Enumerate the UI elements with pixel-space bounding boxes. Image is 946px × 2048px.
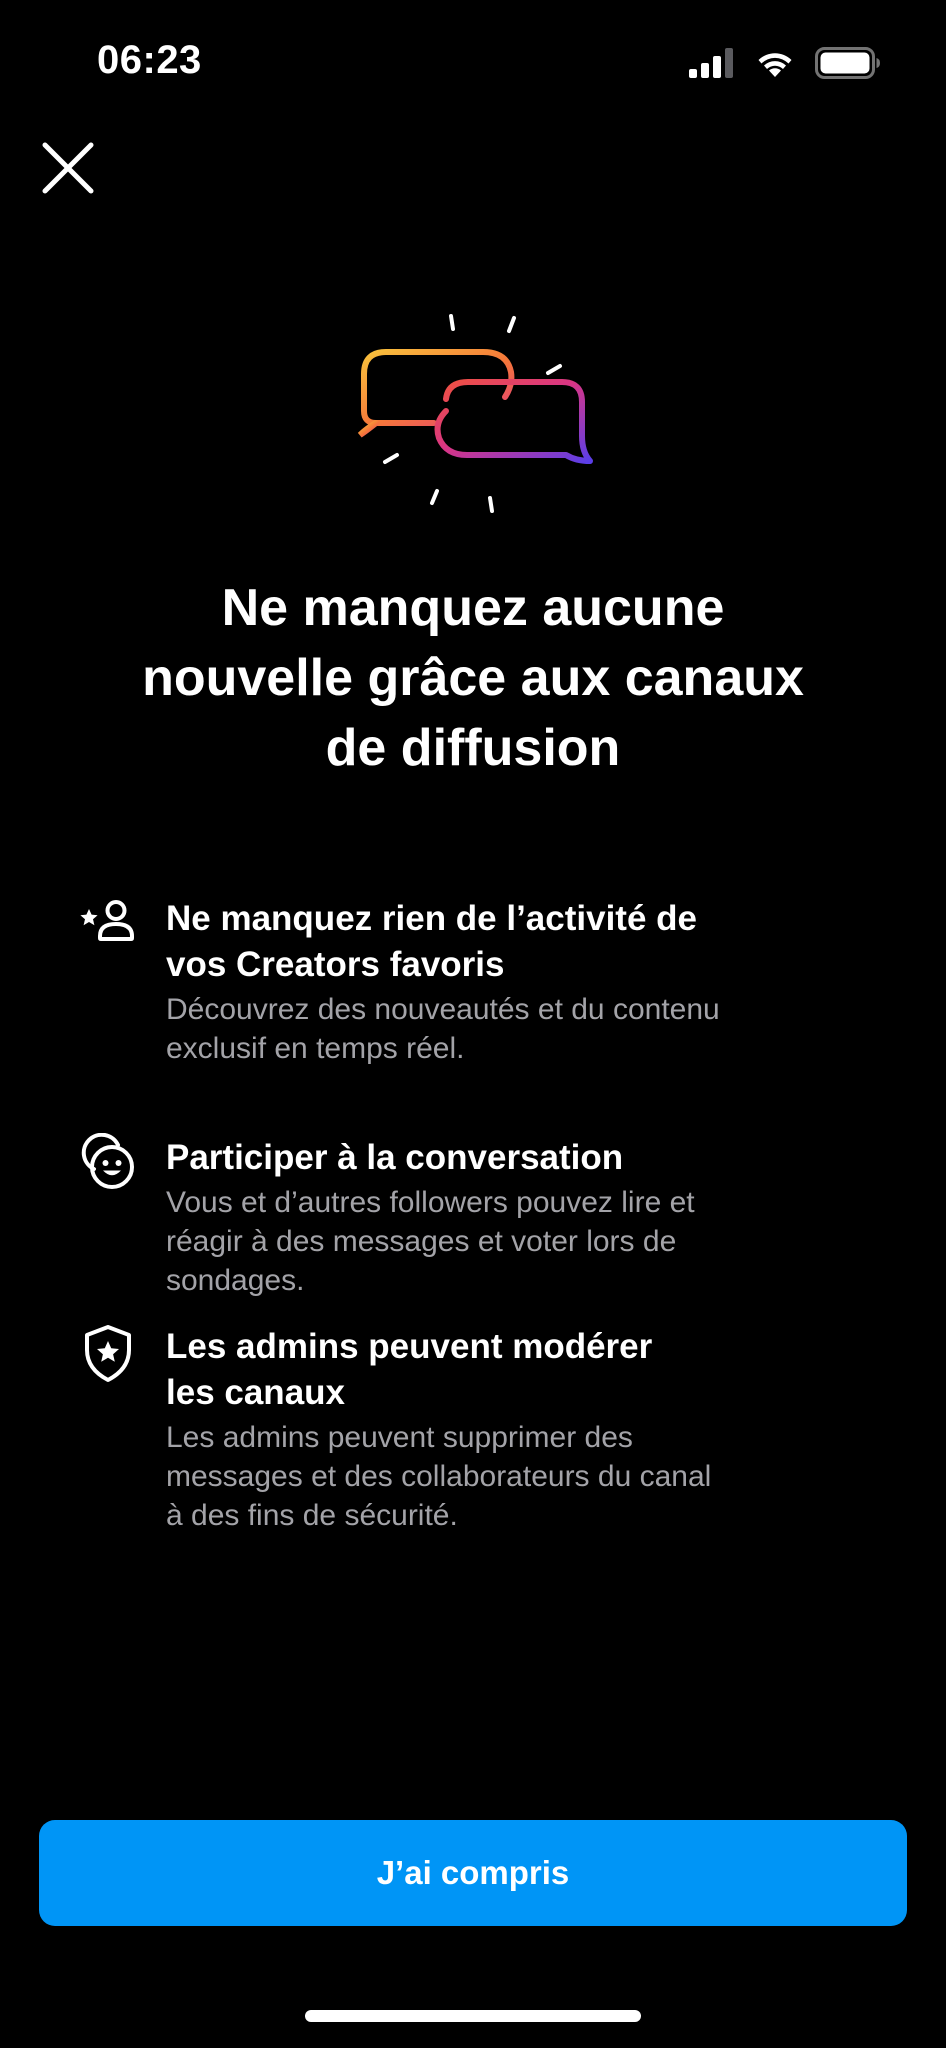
feature-description-line: Découvrez des nouveautés et du contenu [166,993,720,1026]
cellular-signal-icon [689,48,735,78]
feature-title-line: Ne manquez rien de l’activité de [166,899,697,938]
star-person-icon [78,896,138,956]
smiley-chat-icon [78,1133,138,1193]
broadcast-chat-bubbles-icon [350,305,596,525]
feature-icon-wrapper [78,1133,138,1193]
status-icons [689,46,881,80]
feature-description-line: exclusif en temps réel. [166,1032,465,1065]
got-it-button[interactable]: J’ai compris [39,1820,907,1926]
feature-title [166,896,856,988]
close-button[interactable] [40,140,96,196]
feature-description [166,990,856,1068]
feature-title-line: Participer à la conversation [166,1138,624,1177]
hero-illustration [350,305,596,525]
page-title [60,573,886,783]
feature-icon-wrapper [78,896,138,956]
page-title-line-1: Ne manquez aucune [221,579,725,637]
feature-description-line: sondages. [166,1264,305,1297]
home-indicator[interactable] [305,2010,641,2022]
close-icon [40,140,96,196]
page-title-line-3: de diffusion [325,719,621,777]
feature-description-line: à des fins de sécurité. [166,1499,458,1532]
status-time: 06:23 [97,38,202,82]
wifi-icon [755,48,795,78]
feature-description-line: Les admins peuvent supprimer des [166,1421,633,1454]
feature-title-line: vos Creators favoris [166,945,505,984]
shield-star-icon [78,1324,138,1384]
feature-title [166,1324,856,1416]
feature-title-line: les canaux [166,1373,345,1412]
page-title-line-2: nouvelle grâce aux canaux [142,649,804,707]
feature-description-line: réagir à des messages et voter lors de [166,1225,677,1258]
feature-description [166,1418,856,1535]
battery-icon [815,47,881,79]
feature-description-line: Vous et d’autres followers pouvez lire et [166,1186,695,1219]
feature-description [166,1183,856,1300]
feature-title [166,1135,856,1181]
feature-icon-wrapper [78,1324,138,1384]
feature-description-line: messages et des collaborateurs du canal [166,1460,712,1493]
feature-title-line: Les admins peuvent modérer [166,1327,653,1366]
